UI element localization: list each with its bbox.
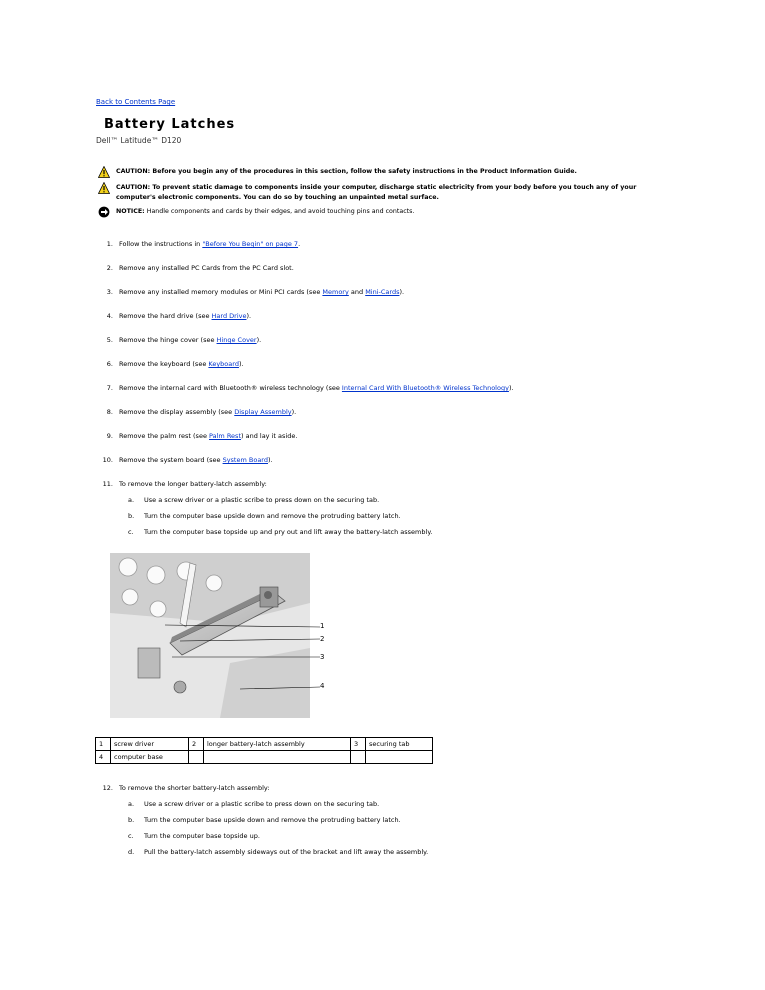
substep-text: Use a screw driver or a plastic scribe to press down on the securing tab. — [144, 496, 380, 504]
step-number: 6. — [106, 360, 113, 368]
notice-text: Handle components and cards by their edges, and avoid touching pins and contacts. — [146, 208, 415, 215]
notice-circle-icon — [98, 206, 110, 218]
step-number: 12. — [102, 784, 113, 792]
step-number: 7. — [106, 384, 113, 392]
step-number: 11. — [102, 480, 113, 488]
notice-label: NOTICE: — [116, 208, 145, 215]
substep-text: Turn the computer base topside up. — [144, 832, 260, 840]
step-text: Remove the palm rest (see Palm Rest) and lay it aside. — [119, 432, 298, 440]
substep-letter: b. — [128, 816, 135, 824]
table-row — [96, 751, 433, 764]
substep-text: Pull the battery-latch assembly sideways out of the bracket and lift away the assembly. — [144, 848, 429, 856]
caution-triangle-icon — [98, 182, 110, 194]
cross-reference-link[interactable]: Memory — [322, 288, 349, 296]
step-number: 2. — [106, 264, 113, 272]
table-cell — [189, 751, 204, 764]
step-number: 3. — [106, 288, 113, 296]
callout-1: 1 — [320, 622, 325, 630]
table-cell — [204, 751, 351, 764]
callout-2: 2 — [320, 635, 325, 643]
cross-reference-link[interactable]: System Board — [222, 456, 268, 464]
table-cell: 1 — [96, 738, 111, 751]
step-text: Remove the hinge cover (see Hinge Cover). — [119, 336, 262, 344]
step-text: Remove the display assembly (see Display Assembly). — [119, 408, 297, 416]
substep-letter: c. — [128, 832, 134, 840]
step-text: Remove the hard drive (see Hard Drive). — [119, 312, 252, 320]
table-cell: 2 — [189, 738, 204, 751]
table-cell: computer base — [111, 751, 189, 764]
callout-3: 3 — [320, 653, 325, 661]
caution-text: Before you begin any of the procedures in this section, follow the safety instructions in the Product Information Guide. — [152, 168, 577, 175]
table-cell: 3 — [351, 738, 366, 751]
substep-text: Turn the computer base topside up and pry out and lift away the battery-latch assembly. — [144, 528, 433, 536]
callout-table — [95, 737, 433, 764]
table-row — [96, 738, 433, 751]
substep-letter: a. — [128, 800, 135, 808]
cross-reference-link[interactable]: Mini-Cards — [365, 288, 400, 296]
step-text: Follow the instructions in "Before You Begin" on page 7. — [119, 240, 301, 248]
step-number: 10. — [102, 456, 113, 464]
substep-letter: c. — [128, 528, 134, 536]
substep-letter: a. — [128, 496, 135, 504]
cross-reference-link[interactable]: Internal Card With Bluetooth® Wireless Technology — [341, 384, 509, 392]
battery-latch-figure — [110, 553, 336, 718]
caution-text: To prevent static damage to components inside your computer, discharge static electricity from your body before you touch any of your computer's electronic components. You can do so by touching an unpainted metal surface. — [116, 184, 637, 201]
cross-reference-link[interactable]: Display Assembly — [234, 408, 292, 416]
step-text: To remove the shorter battery-latch assembly: — [119, 784, 270, 792]
step-number: 5. — [106, 336, 113, 344]
cross-reference-link[interactable]: Hard Drive — [211, 312, 247, 320]
substep-letter: b. — [128, 512, 135, 520]
table-cell: securing tab — [366, 738, 433, 751]
step-text: Remove the system board (see System Board). — [119, 456, 273, 464]
table-cell: longer battery-latch assembly — [204, 738, 351, 751]
cross-reference-link[interactable]: Hinge Cover — [216, 336, 257, 344]
table-cell: screw driver — [111, 738, 189, 751]
callout-4: 4 — [320, 682, 325, 690]
substep-text: Turn the computer base upside down and remove the protruding battery latch. — [144, 512, 401, 520]
substep-text: Turn the computer base upside down and remove the protruding battery latch. — [144, 816, 401, 824]
step-text: Remove the keyboard (see Keyboard). — [119, 360, 244, 368]
table-cell — [366, 751, 433, 764]
caution-label: CAUTION: — [116, 168, 151, 175]
page-title: Battery Latches — [104, 117, 236, 132]
cross-reference-link[interactable]: Keyboard — [208, 360, 239, 368]
step-text: Remove any installed memory modules or Mini PCI cards (see Memory and Mini-Cards). — [119, 288, 405, 296]
caution-label: CAUTION: — [116, 184, 151, 191]
step-number: 9. — [106, 432, 113, 440]
step-text: Remove any installed PC Cards from the PC Card slot. — [119, 264, 294, 272]
step-number: 8. — [106, 408, 113, 416]
substep-text: Use a screw driver or a plastic scribe to press down on the securing tab. — [144, 800, 380, 808]
step-text: Remove the internal card with Bluetooth® wireless technology (see Internal Card With Bluetooth® Wireless Technology). — [119, 384, 514, 392]
cross-reference-link[interactable]: "Before You Begin" on page 7 — [202, 240, 299, 248]
step-text: To remove the longer battery-latch assembly: — [119, 480, 267, 488]
table-cell — [351, 751, 366, 764]
caution-triangle-icon — [98, 166, 110, 178]
table-cell: 4 — [96, 751, 111, 764]
step-number: 4. — [106, 312, 113, 320]
page-subtitle: Dell™ Latitude™ D120 — [96, 136, 182, 145]
cross-reference-link[interactable]: Palm Rest — [209, 432, 241, 440]
back-to-contents-link[interactable]: Back to Contents Page — [96, 98, 176, 106]
substep-letter: d. — [128, 848, 135, 856]
step-number: 1. — [106, 240, 113, 248]
